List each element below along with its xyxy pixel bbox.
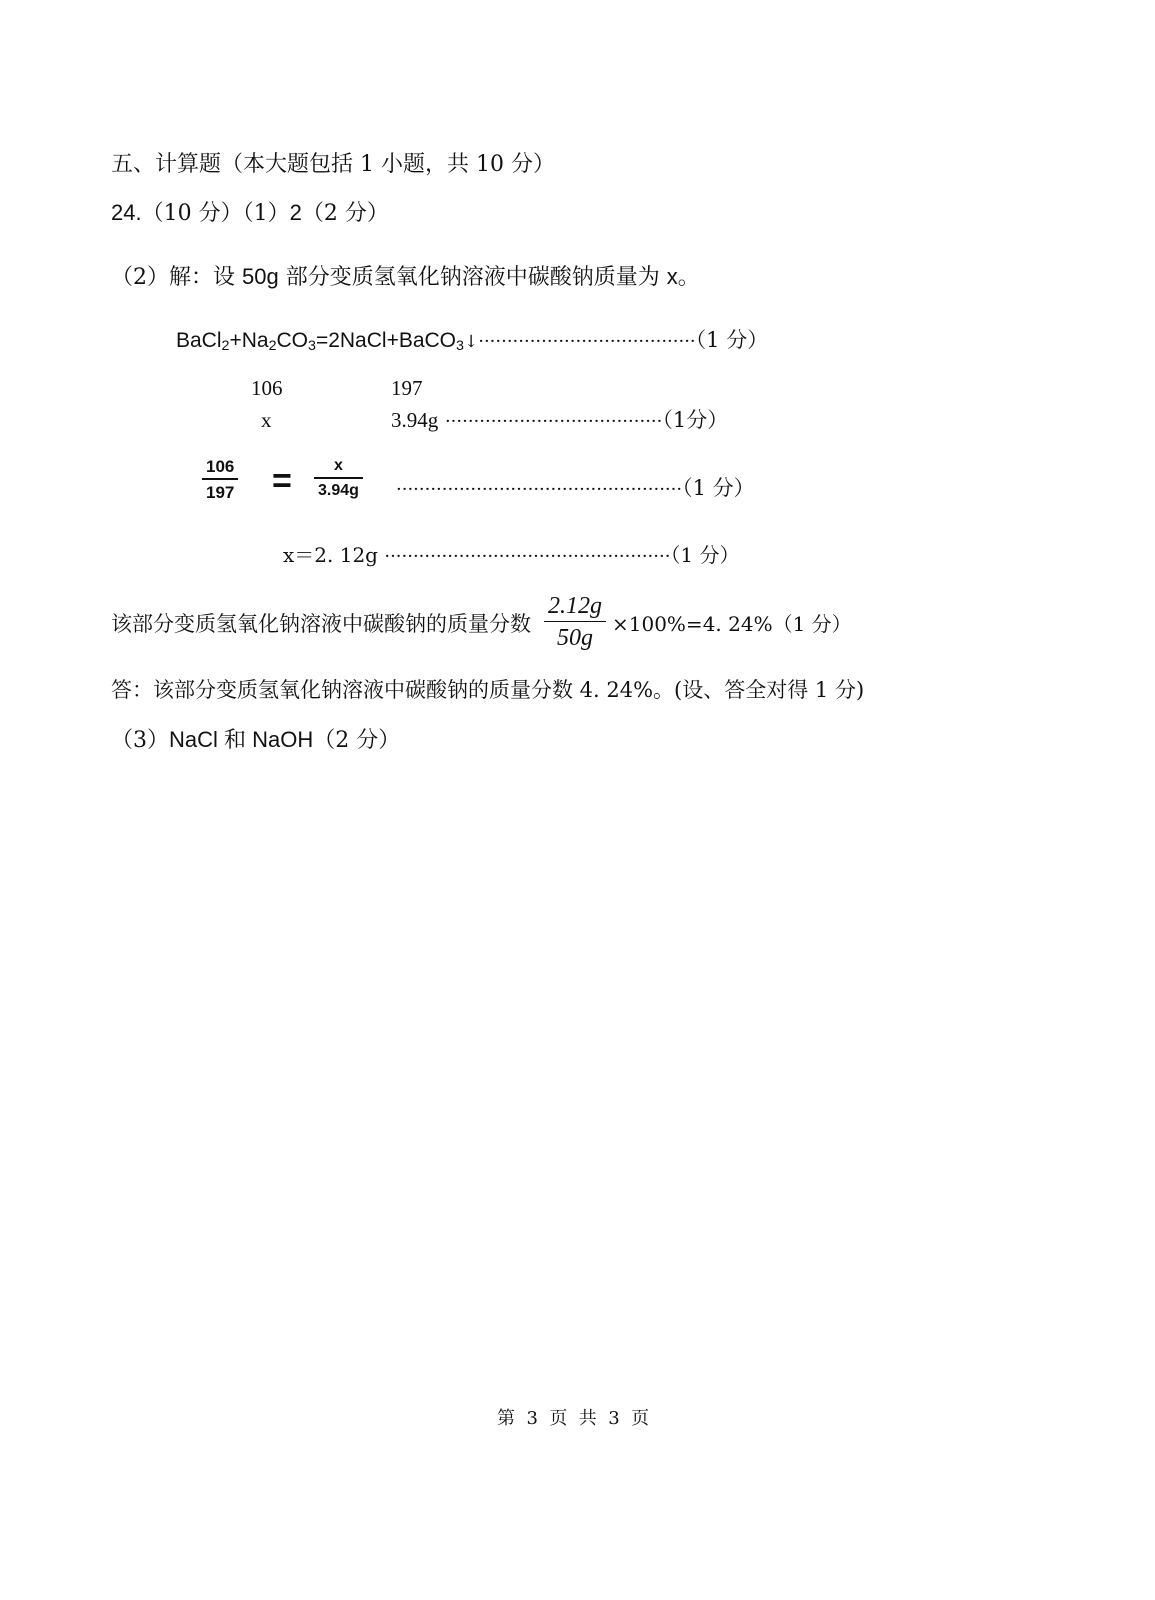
equation-sub: 2 — [221, 338, 230, 355]
part1-label: （1） — [242, 201, 290, 226]
mass-fraction-pre: 该部分变质氢氧化钠溶液中碳酸钠的质量分数 — [111, 612, 531, 636]
equation-reactant1: BaCl — [176, 329, 222, 352]
fraction-numerator: x — [334, 457, 343, 474]
question-total-score: （10 分） — [141, 201, 243, 226]
equation-reactant2: CO — [276, 329, 309, 352]
mass-fraction — [544, 594, 606, 650]
equation-sub: 3 — [308, 338, 316, 355]
fraction-denominator: 50g — [557, 625, 593, 651]
result-score: （1 分） — [670, 543, 740, 567]
part3-score: （2 分） — [313, 728, 401, 753]
known-left: x — [261, 408, 272, 432]
part2-intro-var: x — [666, 264, 678, 289]
page-footer: 第 3 页 共 3 页 — [497, 1408, 650, 1429]
mass-fraction-post: ×100%=4. 24%（1 分） — [612, 612, 852, 636]
equation-sub: 2 — [268, 338, 277, 355]
part1-answer: 2 — [289, 200, 302, 225]
answer-line: 答：该部分变质氢氧化钠溶液中碳酸钠的质量分数 4. 24%。(设、答全对得 1 分) — [111, 678, 865, 702]
proportion-tail — [396, 478, 755, 499]
known-right: 3.94g — [391, 408, 439, 432]
equation-plus: +Na — [229, 329, 269, 352]
section-heading — [111, 154, 555, 176]
chemical-equation — [176, 328, 769, 355]
part2-intro-pre: 解：设 — [169, 265, 242, 290]
section-heading-text: 五、计算题（本大题包括 1 小题，共 10 分） — [111, 152, 555, 177]
part3-answer: NaCl 和 NaOH — [169, 727, 314, 752]
fraction-numerator: 106 — [206, 457, 235, 476]
molar-mass-right: 197 — [391, 376, 423, 400]
part2-label: （2） — [111, 265, 169, 290]
result-row — [283, 545, 740, 566]
molar-mass-left: 106 — [251, 376, 283, 400]
part3-row — [111, 729, 400, 752]
proportion-equals: = — [272, 462, 292, 500]
part1-score: （2 分） — [301, 201, 389, 226]
fraction-denominator: 3.94g — [318, 482, 359, 499]
fraction-numerator: 2.12g — [548, 593, 602, 619]
leader-dots: ·················································· — [396, 479, 683, 500]
question-24-header — [111, 202, 389, 225]
equation-sub: 3 — [456, 338, 464, 355]
known-score: （1分） — [662, 408, 729, 432]
equation-score: （1 分） — [695, 328, 769, 352]
part3-label: （3） — [111, 728, 169, 753]
part2-intro-qty: 50g — [242, 264, 279, 289]
question-number: 24. — [111, 200, 142, 225]
leader-dots: ······································ — [478, 331, 696, 352]
proportion-right-fraction — [314, 458, 363, 499]
part2-intro-end: 。 — [677, 265, 700, 290]
equation-products: =2NaCl+BaCO — [315, 329, 457, 352]
result-text: x＝2. 12g — [283, 543, 378, 567]
part2-intro — [111, 266, 700, 289]
precipitate-arrow-icon: ↓ — [463, 332, 479, 352]
proportion-score: （1 分） — [682, 476, 755, 500]
known-row — [391, 410, 728, 431]
leader-dots: ·················································· — [384, 546, 671, 567]
fraction-denominator: 197 — [206, 483, 235, 502]
part2-intro-mid: 部分变质氢氧化钠溶液中碳酸钠质量为 — [278, 265, 667, 290]
leader-dots: ······································ — [444, 411, 663, 432]
proportion-left-fraction — [202, 458, 238, 501]
